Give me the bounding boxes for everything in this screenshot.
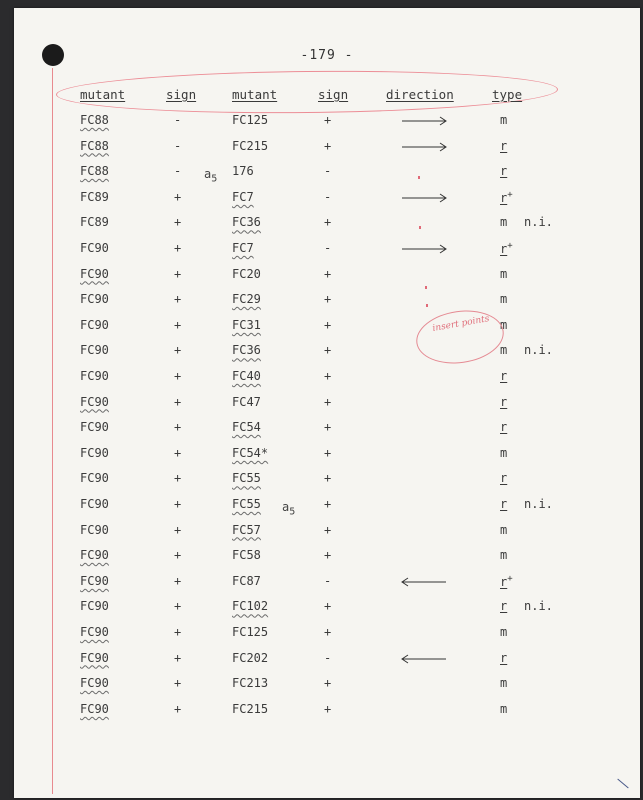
mutant-2-cell: FC54 bbox=[232, 420, 261, 435]
arrow-left-icon bbox=[400, 576, 448, 588]
sign-1-cell: + bbox=[174, 445, 182, 460]
table-row bbox=[14, 702, 640, 727]
type-value: r bbox=[500, 164, 508, 179]
red-mark bbox=[419, 226, 421, 229]
table-row bbox=[14, 651, 640, 676]
type-cell bbox=[500, 446, 507, 460]
type-value: r bbox=[500, 650, 508, 665]
sign-1-cell: - bbox=[174, 164, 182, 179]
header-sign-1: sign bbox=[166, 87, 197, 102]
mutant-1-cell: FC90 bbox=[80, 522, 109, 537]
type-value: r bbox=[500, 242, 508, 256]
type-value: m bbox=[500, 343, 508, 358]
mutant-2-cell: FC20 bbox=[232, 266, 261, 281]
mutant-1-cell: FC90 bbox=[80, 497, 109, 511]
sign-2-cell: - bbox=[324, 650, 332, 665]
table-row bbox=[14, 164, 640, 189]
table-row bbox=[14, 113, 640, 138]
sign-1-cell: + bbox=[174, 573, 182, 588]
table-row bbox=[14, 599, 640, 624]
sign-1-cell: - bbox=[174, 138, 182, 153]
type-value: m bbox=[500, 266, 508, 281]
mutant-1-cell: FC88 bbox=[80, 113, 109, 127]
sign-1-cell: + bbox=[174, 497, 182, 511]
mutant-2-cell: 176 bbox=[232, 164, 254, 179]
type-cell bbox=[500, 548, 507, 562]
sign-2-cell: + bbox=[324, 215, 332, 230]
mutant-1-cell: FC90 bbox=[80, 445, 109, 460]
mutant-2-cell: FC36 bbox=[232, 343, 261, 358]
type-cell bbox=[500, 574, 513, 589]
annotation-text: insert points bbox=[431, 314, 491, 334]
type-value: m bbox=[500, 676, 508, 691]
type-cell bbox=[500, 702, 507, 716]
mutant-2-cell: FC7 bbox=[232, 241, 254, 255]
corner-mark bbox=[617, 779, 628, 789]
mutant-1-cell: FC90 bbox=[80, 676, 109, 691]
mutant-2-cell: FC36 bbox=[232, 215, 261, 230]
mutant-2-cell: FC215 bbox=[232, 701, 269, 716]
type-value: r bbox=[500, 394, 508, 409]
type-value: m bbox=[500, 625, 508, 639]
sign-1-cell: + bbox=[174, 394, 182, 409]
sign-1-cell: + bbox=[174, 522, 182, 537]
arrow-right-icon bbox=[400, 243, 448, 255]
sign-2-cell: + bbox=[324, 676, 332, 691]
type-value: r bbox=[500, 138, 508, 153]
mutant-1-cell: FC89 bbox=[80, 189, 109, 204]
mutant-2-cell: FC57 bbox=[232, 522, 261, 537]
sign-2-cell: + bbox=[324, 317, 332, 332]
sign-2-cell: + bbox=[324, 548, 332, 563]
type-cell bbox=[500, 651, 507, 665]
mutant-1-cell: FC90 bbox=[80, 317, 109, 332]
type-value: m bbox=[500, 701, 508, 716]
mutant-2-cell: FC213 bbox=[232, 676, 269, 691]
mutant-1-cell: FC90 bbox=[80, 625, 109, 639]
type-value: r bbox=[500, 420, 508, 435]
mutant-2-cell: FC58 bbox=[232, 548, 261, 563]
type-value: m bbox=[500, 445, 508, 460]
mutant-1-cell: FC90 bbox=[80, 241, 109, 255]
type-cell bbox=[500, 395, 507, 409]
type-cell bbox=[500, 241, 513, 256]
mutant-2-cell: FC31 bbox=[232, 317, 261, 332]
sign-2-cell: + bbox=[324, 420, 332, 435]
mutant-2-cell: FC7 bbox=[232, 189, 254, 204]
type-value: r bbox=[500, 497, 508, 511]
sign-2-cell: + bbox=[324, 599, 332, 614]
sign-1-cell: + bbox=[174, 266, 182, 281]
sign-2-cell: + bbox=[324, 497, 332, 511]
header-mutant-1: mutant bbox=[80, 87, 126, 102]
annotation-letter: a bbox=[204, 167, 212, 182]
sign-1-cell: + bbox=[174, 369, 182, 383]
table-row bbox=[14, 215, 640, 240]
table-row bbox=[14, 471, 640, 496]
type-value: m bbox=[500, 113, 508, 127]
type-value: m bbox=[500, 215, 508, 230]
mutant-1-cell: FC90 bbox=[80, 266, 109, 281]
mutant-1-cell: FC89 bbox=[80, 215, 109, 230]
mutant-1-cell: FC90 bbox=[80, 701, 109, 716]
sign-1-cell: + bbox=[174, 676, 182, 691]
type-cell bbox=[500, 471, 507, 485]
sign-2-cell: + bbox=[324, 471, 332, 486]
red-mark bbox=[418, 176, 420, 179]
table-row bbox=[14, 548, 640, 573]
type-cell bbox=[500, 292, 507, 306]
type-cell bbox=[500, 113, 507, 127]
arrow-right-icon bbox=[400, 192, 448, 204]
type-cell bbox=[500, 215, 507, 229]
mutant-2-cell: FC54* bbox=[232, 445, 269, 460]
sign-2-cell: + bbox=[324, 394, 332, 409]
type-cell bbox=[500, 139, 507, 153]
sign-2-cell: + bbox=[324, 369, 332, 383]
table-row bbox=[14, 497, 640, 522]
type-superscript: + bbox=[507, 189, 513, 200]
type-value: r bbox=[500, 190, 508, 205]
sign-2-cell: + bbox=[324, 292, 332, 307]
sign-2-cell: + bbox=[324, 343, 332, 358]
table-row bbox=[14, 676, 640, 701]
sign-2-cell: + bbox=[324, 266, 332, 281]
note-cell: n.i. bbox=[524, 599, 553, 614]
type-cell bbox=[500, 267, 507, 281]
table-row bbox=[14, 318, 640, 343]
table-row bbox=[14, 446, 640, 471]
mutant-1-cell: FC90 bbox=[80, 394, 109, 409]
sign-1-cell: + bbox=[174, 343, 182, 358]
sign-2-cell: + bbox=[324, 701, 332, 716]
sign-1-cell: + bbox=[174, 701, 182, 716]
table-row bbox=[14, 343, 640, 368]
sign-2-cell: + bbox=[324, 625, 332, 639]
table-row bbox=[14, 625, 640, 650]
sign-2-cell: - bbox=[324, 241, 332, 255]
mutant-1-cell: FC90 bbox=[80, 599, 109, 614]
mutant-1-cell: FC90 bbox=[80, 548, 109, 563]
arrow-right-icon bbox=[400, 115, 448, 127]
sign-2-cell: - bbox=[324, 164, 332, 179]
mutant-2-cell: FC87 bbox=[232, 573, 261, 588]
sign-1-cell: + bbox=[174, 241, 182, 255]
mutant-2-cell: FC125 bbox=[232, 113, 269, 127]
note-cell: n.i. bbox=[524, 343, 553, 358]
type-cell bbox=[500, 190, 513, 205]
type-value: r bbox=[500, 599, 508, 614]
sign-1-cell: + bbox=[174, 650, 182, 665]
arrow-right-icon bbox=[400, 141, 448, 153]
sign-1-cell: + bbox=[174, 215, 182, 230]
mutant-2-cell: FC55 bbox=[232, 497, 261, 511]
mutant-2-cell: FC29 bbox=[232, 292, 261, 307]
type-cell bbox=[500, 523, 507, 537]
header-type: type bbox=[492, 87, 523, 102]
table-row bbox=[14, 369, 640, 394]
sign-1-cell: + bbox=[174, 599, 182, 614]
type-cell bbox=[500, 369, 507, 383]
mutant-2-cell: FC55 bbox=[232, 471, 261, 486]
sign-1-cell: + bbox=[174, 189, 182, 204]
mutant-1-cell: FC90 bbox=[80, 420, 109, 435]
arrow-left-icon bbox=[400, 653, 448, 665]
sign-1-cell: + bbox=[174, 292, 182, 307]
mutant-2-cell: FC202 bbox=[232, 650, 269, 665]
sign-1-cell: - bbox=[174, 113, 182, 127]
sign-2-cell: + bbox=[324, 522, 332, 537]
type-value: m bbox=[500, 548, 508, 563]
type-value: r bbox=[500, 471, 508, 486]
header-mutant-2: mutant bbox=[232, 87, 278, 102]
type-cell bbox=[500, 625, 507, 639]
subscript-annotation bbox=[204, 167, 217, 184]
table-row bbox=[14, 574, 640, 599]
mutant-2-cell: FC125 bbox=[232, 625, 269, 639]
red-mark bbox=[425, 286, 427, 289]
header-sign-2: sign bbox=[318, 87, 349, 102]
type-cell bbox=[500, 676, 507, 690]
type-value: r bbox=[500, 369, 508, 383]
mutant-2-cell: FC47 bbox=[232, 394, 261, 409]
sign-2-cell: + bbox=[324, 445, 332, 460]
type-superscript: + bbox=[507, 241, 513, 251]
type-value: m bbox=[500, 292, 508, 307]
sign-1-cell: + bbox=[174, 317, 182, 332]
mutant-1-cell: FC88 bbox=[80, 164, 109, 179]
sign-2-cell: + bbox=[324, 138, 332, 153]
mutant-1-cell: FC90 bbox=[80, 650, 109, 665]
type-value: m bbox=[500, 317, 508, 332]
mutant-1-cell: FC90 bbox=[80, 573, 109, 588]
sign-1-cell: + bbox=[174, 625, 182, 639]
header-ellipse bbox=[56, 68, 558, 115]
type-value: r bbox=[500, 574, 508, 589]
red-mark bbox=[426, 304, 428, 307]
mutant-1-cell: FC88 bbox=[80, 138, 109, 153]
document-page bbox=[14, 8, 640, 798]
type-cell bbox=[500, 343, 507, 357]
annotation-letter: a bbox=[282, 500, 290, 514]
type-superscript: + bbox=[507, 573, 513, 584]
mutant-1-cell: FC90 bbox=[80, 369, 109, 383]
table-row bbox=[14, 292, 640, 317]
table-row bbox=[14, 523, 640, 548]
header-direction: direction bbox=[386, 87, 454, 102]
subscript-annotation bbox=[282, 500, 295, 517]
mutant-2-cell: FC40 bbox=[232, 369, 261, 383]
sign-2-cell: - bbox=[324, 189, 332, 204]
type-cell bbox=[500, 599, 507, 613]
sign-2-cell: + bbox=[324, 113, 332, 127]
type-cell bbox=[500, 164, 507, 178]
note-cell: n.i. bbox=[524, 215, 553, 230]
annotation-subscript: 5 bbox=[289, 506, 296, 518]
table-row bbox=[14, 395, 640, 420]
mutant-1-cell: FC90 bbox=[80, 292, 109, 307]
mutant-2-cell: FC215 bbox=[232, 138, 269, 153]
sign-2-cell: - bbox=[324, 573, 332, 588]
annotation-subscript: 5 bbox=[211, 173, 218, 185]
sign-1-cell: + bbox=[174, 420, 182, 435]
table-row bbox=[14, 139, 640, 164]
mutant-1-cell: FC90 bbox=[80, 471, 109, 486]
table-row bbox=[14, 420, 640, 445]
table-row bbox=[14, 267, 640, 292]
sign-1-cell: + bbox=[174, 471, 182, 486]
type-value: m bbox=[500, 522, 508, 537]
type-cell bbox=[500, 497, 507, 511]
mutant-1-cell: FC90 bbox=[80, 343, 109, 358]
table-row bbox=[14, 241, 640, 266]
type-cell bbox=[500, 420, 507, 434]
sign-1-cell: + bbox=[174, 548, 182, 563]
mutant-2-cell: FC102 bbox=[232, 599, 269, 614]
table-row bbox=[14, 190, 640, 215]
page-number: -179 - bbox=[300, 48, 354, 63]
note-cell: n.i. bbox=[524, 497, 553, 511]
